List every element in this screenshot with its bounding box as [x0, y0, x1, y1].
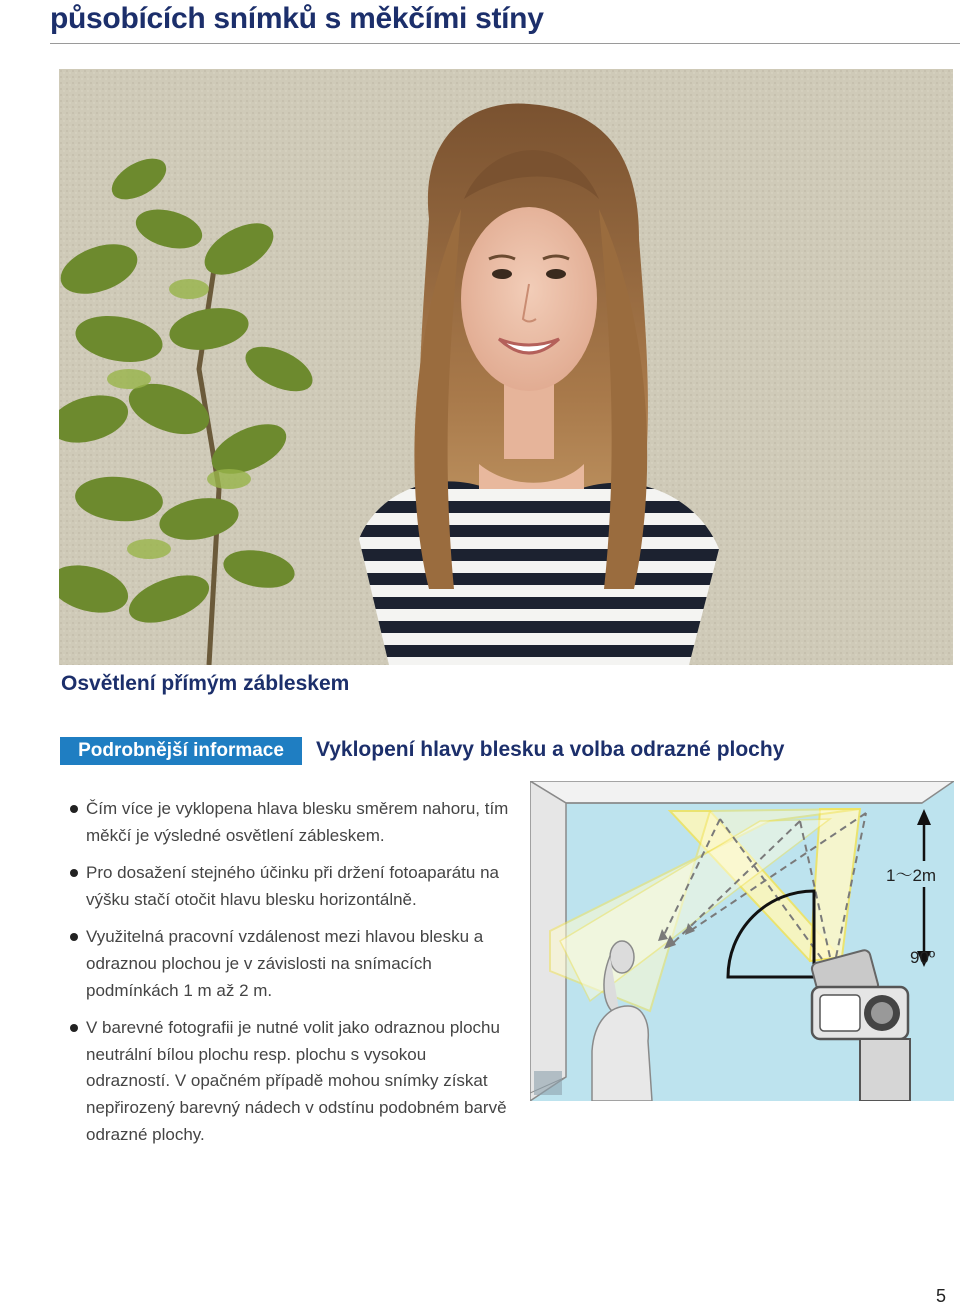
photo-caption: Osvětlení přímým zábleskem — [61, 672, 350, 695]
section-heading: Vyklopení hlavy blesku a volba odrazné plochy — [316, 738, 785, 761]
bullet-text: V barevné fotografii je nutné volit jako odraznou plochu neutrální bílou plochu resp. plochu s vysokou odrazností. V opačném případě mohou snímky získat nepřirozený barevný nádech v odstínu podobném barvě odrazné plochy. — [86, 1018, 507, 1144]
portrait-photo — [59, 69, 953, 665]
list-item — [70, 860, 510, 913]
bullet-icon — [70, 869, 78, 877]
list-item — [70, 796, 510, 849]
bullet-list — [70, 796, 510, 1159]
info-badge: Podrobnější informace — [60, 737, 302, 765]
bullet-icon — [70, 805, 78, 813]
bullet-icon — [70, 933, 78, 941]
bullet-text: Využitelná pracovní vzdálenost mezi hlavou blesku a odraznou plochou je v závislosti na snímacích podmínkách 1 m až 2 m. — [86, 927, 484, 1000]
page-number: 5 — [935, 1286, 946, 1306]
page-title: působících snímků s měkčími stíny — [50, 2, 544, 35]
angle-label: 90º — [910, 948, 936, 967]
title-divider — [50, 43, 960, 44]
bounce-flash-diagram — [530, 781, 954, 1101]
bullet-text: Pro dosažení stejného účinku při držení fotoaparátu na výšku stačí otočit hlavu blesku horizontálně. — [86, 863, 499, 909]
bullet-text: Čím více je vyklopena hlava blesku směrem nahoru, tím měkčí je výsledné osvětlení zábleskem. — [86, 799, 509, 845]
list-item — [70, 1015, 510, 1148]
bullet-icon — [70, 1024, 78, 1032]
list-item — [70, 924, 510, 1004]
distance-label: 1〜2m — [886, 866, 937, 885]
